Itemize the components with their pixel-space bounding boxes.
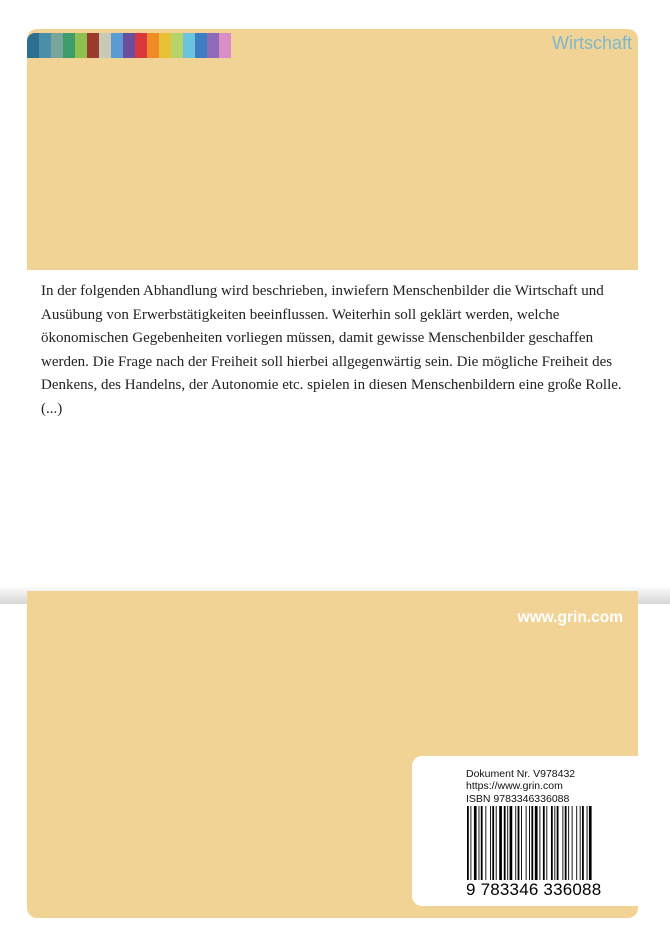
isbn-info: [466, 768, 575, 805]
color-stripe: [123, 33, 135, 58]
color-stripe: [111, 33, 123, 58]
color-stripe: [39, 33, 51, 58]
document-number: Dokument Nr. V978432: [466, 768, 576, 780]
color-stripe: [171, 33, 183, 58]
color-stripe: [63, 33, 75, 58]
color-stripe: [135, 33, 147, 58]
color-stripe-bar: [27, 33, 231, 58]
color-stripe: [75, 33, 87, 58]
isbn-number: ISBN 9783346336088: [466, 792, 570, 805]
color-stripe: [207, 33, 219, 58]
publisher-website: www.grin.com: [517, 609, 623, 626]
book-description: In der folgenden Abhandlung wird beschrieben, inwiefern Menschenbilder die Wirtschaft und Ausübung von Erwerbstätigkeiten beeinflussen. Weiterhin soll geklärt werden, welche ökonomischen Gegebenheiten vorliegen müssen, damit gewisse Menschenbilder geschaffen werden. Die Frage nach der Freiheit soll hierbei allgegenwärtig sein. Die mögliche Freiheit des Denkens, des Handelns, der Autonomie etc. spielen in diesen Menschenbildern eine große Rolle. (...): [41, 283, 622, 417]
document-url: https://www.grin.com: [466, 780, 563, 793]
color-stripe: [219, 33, 231, 58]
color-stripe: [147, 33, 159, 58]
color-stripe: [195, 33, 207, 58]
color-stripe: [27, 33, 39, 58]
color-stripe: [51, 33, 63, 58]
color-stripe: [183, 33, 195, 58]
top-color-band: [27, 29, 638, 270]
barcode-icon: [466, 806, 626, 880]
color-stripe: [87, 33, 99, 58]
color-stripe: [99, 33, 111, 58]
barcode-digits: 9 783346 336088: [466, 880, 602, 899]
category-label: Wirtschaft: [551, 33, 632, 53]
color-stripe: [159, 33, 171, 58]
